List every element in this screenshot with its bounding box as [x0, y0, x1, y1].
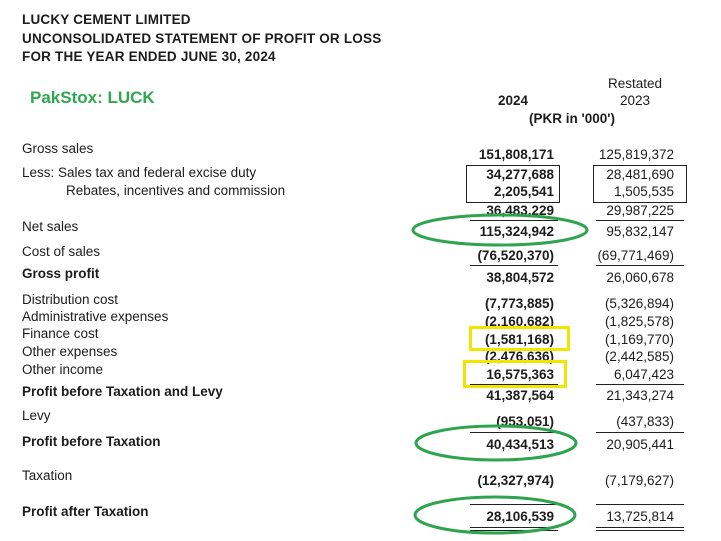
- year-2024-heading: 2024: [498, 93, 529, 108]
- net-sales-2023: 95,832,147: [606, 224, 674, 239]
- statement-title: UNCONSOLIDATED STATEMENT OF PROFIT OR LOSS: [22, 31, 382, 46]
- pbt-levy-2024: 41,387,564: [486, 388, 554, 403]
- pbt-label: Profit before Taxation: [22, 434, 161, 449]
- statement-period: FOR THE YEAR ENDED JUNE 30, 2024: [22, 49, 276, 64]
- net-sales-label: Net sales: [22, 219, 79, 234]
- restated-heading: Restated: [608, 76, 663, 91]
- watermark-label: PakStox: LUCK: [30, 88, 155, 107]
- sales-tax-2023: 28,481,690: [606, 167, 674, 182]
- sales-tax-label: Less: Sales tax and federal excise duty: [22, 165, 257, 180]
- levy-2024: (953,051): [496, 414, 554, 429]
- sales-tax-2024: 34,277,688: [486, 167, 554, 182]
- other-expenses-2023: (2,442,585): [604, 349, 674, 364]
- finance-2023: (1,169,770): [604, 332, 674, 347]
- admin-label: Administrative expenses: [22, 309, 169, 324]
- gross-profit-label: Gross profit: [22, 266, 100, 281]
- distribution-label: Distribution cost: [22, 292, 119, 307]
- gross-profit-2023: 26,060,678: [606, 270, 674, 285]
- pbt-levy-2023: 21,343,274: [606, 388, 674, 403]
- pat-2023: 13,725,814: [606, 509, 674, 524]
- levy-2023: (437,833): [616, 414, 674, 429]
- less-total-2023: 29,987,225: [606, 203, 674, 218]
- pat-2024: 28,106,539: [486, 509, 554, 524]
- unit-heading: (PKR in '000'): [529, 111, 615, 126]
- pat-ellipse: [415, 497, 575, 533]
- less-total-2024: 36,483,229: [486, 203, 554, 218]
- pbt-2024: 40,434,513: [486, 437, 554, 452]
- rebates-2023: 1,505,535: [613, 184, 674, 199]
- gross-sales-label: Gross sales: [22, 141, 94, 156]
- net-sales-2024: 115,324,942: [479, 224, 554, 239]
- pbt-ellipse: [416, 426, 576, 460]
- taxation-label: Taxation: [22, 468, 73, 483]
- other-expenses-label: Other expenses: [22, 344, 118, 359]
- net-sales-ellipse: [413, 215, 587, 245]
- admin-2023: (1,825,578): [604, 314, 674, 329]
- rebates-2024: 2,205,541: [493, 184, 554, 199]
- other-expenses-2024: (2,476,636): [484, 349, 554, 364]
- finance-label: Finance cost: [22, 326, 99, 341]
- other-income-2024: 16,575,363: [486, 367, 554, 382]
- gross-sales-2023: 125,819,372: [598, 147, 674, 162]
- rebates-label: Rebates, incentives and commission: [66, 183, 286, 198]
- taxation-2024: (12,327,974): [477, 473, 554, 488]
- pat-label: Profit after Taxation: [22, 504, 149, 519]
- taxation-2023: (7,179,627): [604, 473, 674, 488]
- distribution-2023: (5,326,894): [604, 296, 674, 311]
- cost-of-sales-2024: (76,520,370): [477, 248, 554, 263]
- admin-2024: (2,160,682): [484, 314, 554, 329]
- levy-label: Levy: [22, 408, 51, 423]
- finance-2024: (1,581,168): [484, 332, 554, 347]
- pbt-2023: 20,905,441: [606, 437, 674, 452]
- company-name: LUCKY CEMENT LIMITED: [22, 12, 191, 27]
- distribution-2024: (7,773,885): [484, 296, 554, 311]
- gross-profit-2024: 38,804,572: [486, 270, 554, 285]
- year-2023-heading: 2023: [620, 93, 651, 108]
- other-income-2023: 6,047,423: [613, 367, 674, 382]
- pbt-levy-label: Profit before Taxation and Levy: [22, 384, 223, 399]
- gross-sales-2024: 151,808,171: [478, 147, 554, 162]
- other-income-label: Other income: [22, 362, 104, 377]
- cost-of-sales-2023: (69,771,469): [597, 248, 674, 263]
- cost-of-sales-label: Cost of sales: [22, 244, 101, 259]
